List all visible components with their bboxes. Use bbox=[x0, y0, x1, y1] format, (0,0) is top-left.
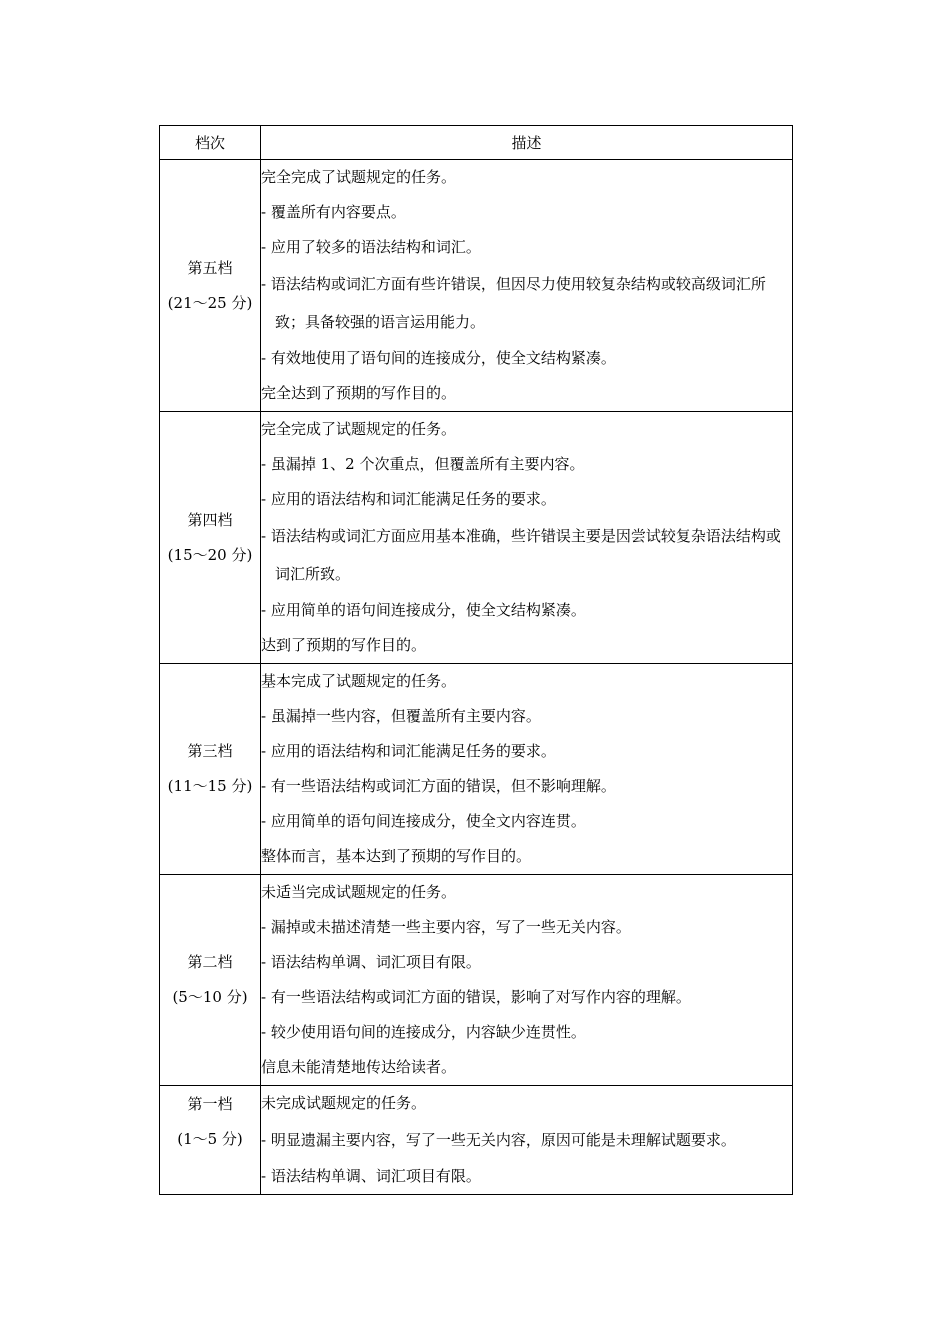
table-row bbox=[160, 875, 793, 1086]
description-line: - 应用的语法结构和词汇能满足任务的要求。 bbox=[261, 742, 556, 760]
description-line: 完全完成了试题规定的任务。 bbox=[261, 420, 457, 438]
level-cell bbox=[160, 664, 261, 875]
description-line: - 漏掉或未描述清楚一些主要内容，写了一些无关内容。 bbox=[261, 918, 631, 936]
description-line: 达到了预期的写作目的。 bbox=[261, 636, 427, 654]
description-line: - 较少使用语句间的连接成分，内容缺少连贯性。 bbox=[261, 1023, 586, 1041]
table-row bbox=[160, 160, 793, 412]
level-name: 第二档 bbox=[187, 953, 233, 971]
level-range: (11～15 分) bbox=[167, 777, 253, 795]
description-line: - 虽漏掉一些内容，但覆盖所有主要内容。 bbox=[261, 707, 541, 725]
description-line: 完全完成了试题规定的任务。 bbox=[261, 168, 457, 186]
description-line: 基本完成了试题规定的任务。 bbox=[261, 672, 457, 690]
level-range: (1～5 分) bbox=[177, 1130, 243, 1148]
table-row bbox=[160, 412, 793, 664]
header-row bbox=[160, 126, 793, 160]
header-level: 档次 bbox=[160, 126, 261, 160]
description-line: - 有一些语法结构或词汇方面的错误，但不影响理解。 bbox=[261, 777, 616, 795]
description-line: - 语法结构单调、词汇项目有限。 bbox=[261, 953, 481, 971]
level-range: (5～10 分) bbox=[172, 988, 248, 1006]
level-name: 第三档 bbox=[187, 742, 233, 760]
level-cell bbox=[160, 875, 261, 1086]
description-line: 信息未能清楚地传达给读者。 bbox=[261, 1058, 457, 1076]
description-line: - 应用了较多的语法结构和词汇。 bbox=[261, 238, 481, 256]
description-line: - 虽漏掉 1、2 个次重点，但覆盖所有主要内容。 bbox=[261, 455, 585, 473]
description-line: - 语法结构或词汇方面应用基本准确，些许错误主要是因尝试较复杂语法结构或词汇所致。 bbox=[261, 527, 781, 583]
description-line: - 应用简单的语句间连接成分，使全文结构紧凑。 bbox=[261, 601, 586, 619]
description-line: - 应用的语法结构和词汇能满足任务的要求。 bbox=[261, 490, 556, 508]
description-line: 整体而言，基本达到了预期的写作目的。 bbox=[261, 847, 532, 865]
description-line: - 有效地使用了语句间的连接成分，使全文结构紧凑。 bbox=[261, 349, 616, 367]
level-range: (21～25 分) bbox=[167, 293, 253, 312]
description-line: - 有一些语法结构或词汇方面的错误，影响了对写作内容的理解。 bbox=[261, 988, 691, 1006]
level-cell bbox=[160, 1086, 261, 1195]
description-line: 完全达到了预期的写作目的。 bbox=[261, 384, 457, 402]
description-line: - 语法结构或词汇方面有些许错误，但因尽力使用较复杂结构或较高级词汇所致；具备较强的语言运用能力。 bbox=[261, 275, 766, 331]
description-line: - 覆盖所有内容要点。 bbox=[261, 203, 406, 221]
table-row bbox=[160, 664, 793, 875]
description-line: - 语法结构单调、词汇项目有限。 bbox=[261, 1167, 481, 1185]
header-description: 描述 bbox=[261, 126, 793, 160]
description-cell bbox=[261, 1086, 793, 1195]
level-cell bbox=[160, 160, 261, 412]
level-range: (15～20 分) bbox=[167, 545, 253, 564]
level-name: 第四档 bbox=[187, 510, 233, 529]
description-cell bbox=[261, 664, 793, 875]
description-line: - 明显遗漏主要内容，写了一些无关内容，原因可能是未理解试题要求。 bbox=[261, 1131, 736, 1149]
description-line: - 应用简单的语句间连接成分，使全文内容连贯。 bbox=[261, 812, 586, 830]
description-line: 未适当完成试题规定的任务。 bbox=[261, 883, 457, 901]
table-row bbox=[160, 1086, 793, 1195]
description-line: 未完成试题规定的任务。 bbox=[261, 1094, 427, 1112]
description-cell bbox=[261, 875, 793, 1086]
level-name: 第五档 bbox=[187, 258, 233, 277]
level-name: 第一档 bbox=[187, 1095, 233, 1113]
description-cell bbox=[261, 160, 793, 412]
level-cell bbox=[160, 412, 261, 664]
description-cell bbox=[261, 412, 793, 664]
scoring-rubric-table bbox=[159, 125, 793, 1195]
